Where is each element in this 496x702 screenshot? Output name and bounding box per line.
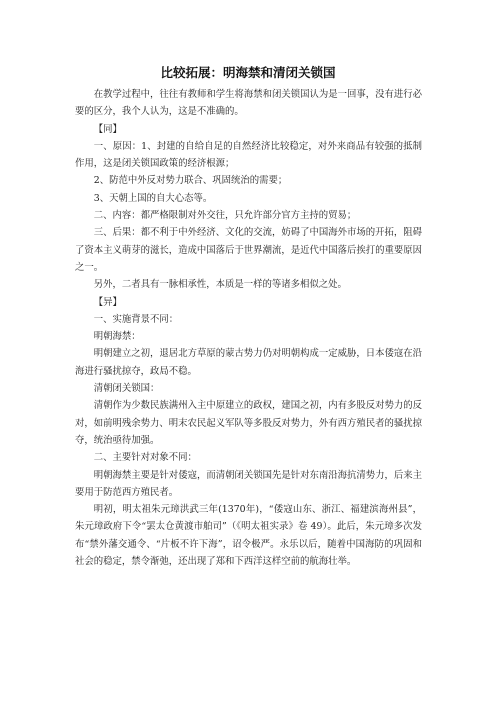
paragraph: 明朝建立之初，退居北方草原的蒙古势力仍对明朝构成一定威胁，日本倭寇在沿海进行骚扰掠夺，政局不稳。 — [75, 348, 422, 377]
paragraph: 2、防范中外反对势力联合、巩固统治的需要； — [93, 175, 288, 187]
paragraph: 二、内容：都严格限制对外交往，只允许部分官方主持的贸易； — [93, 210, 357, 222]
subheading: 清朝闭关锁国： — [93, 383, 160, 395]
paragraph: 三、后果：都不利于中外经济、文化的交流，妨碍了中国海外市场的开拓，阻碍了资本主义萌芽的滋长，造成中国落后于世界潮流，是近代中国落后挨打的重要原因之一。 — [75, 227, 422, 273]
paragraph: 明朝海禁主要是针对倭寇，而清朝闭关锁国先是针对东南沿海抗清势力，后来主要用于防范西方殖民者。 — [75, 469, 422, 498]
paragraph: 一、原因：1、封建的自给自足的自然经济比较稳定，对外来商品有较强的抵制作用，这是闭关锁国政策的经济根源； — [75, 140, 422, 170]
section-heading-similarities: 【同】 — [93, 123, 122, 135]
subheading: 明朝海禁： — [93, 331, 141, 343]
document-title: 比较拓展：明海禁和清闭关锁国 — [160, 65, 336, 80]
paragraph: 3、天朝上国的自大心态等。 — [93, 192, 213, 204]
paragraph: 一、实施背景不同： — [93, 313, 179, 325]
paragraph: 明初，明太祖朱元璋洪武三年(1370年)，“倭寇山东、浙江、福建滨海州县”，朱元璋政府下令“罢太仓黄渡市舶司”（《明太祖实录》卷 49）。此后，朱元璋多次发布“禁外藩交通令、“片板不许下海”，诏令极严。永乐以后，随着中国海防的巩固和社会的稳定，禁令渐弛，还出现了郑和下西洋这样空前的航海壮举。 — [75, 504, 422, 568]
paragraph: 清朝作为少数民族满州入主中原建立的政权，建国之初，内有多股反对势力的反对，如前明残余势力、明末农民起义军队等多股反对势力，外有西方殖民者的骚扰掠夺，统治亟待加强。 — [75, 400, 422, 446]
section-heading-differences: 【异】 — [93, 296, 122, 308]
paragraph: 二、主要针对对象不同： — [93, 452, 197, 464]
intro-paragraph: 在教学过程中，往往有教师和学生将海禁和闭关锁国认为是一回事，没有进行必要的区分，我个人认为，这是不准确的。 — [75, 89, 422, 118]
paragraph: 另外，二者具有一脉相承性，本质是一样的等诸多相似之处。 — [93, 279, 347, 291]
document-body — [75, 86, 422, 570]
